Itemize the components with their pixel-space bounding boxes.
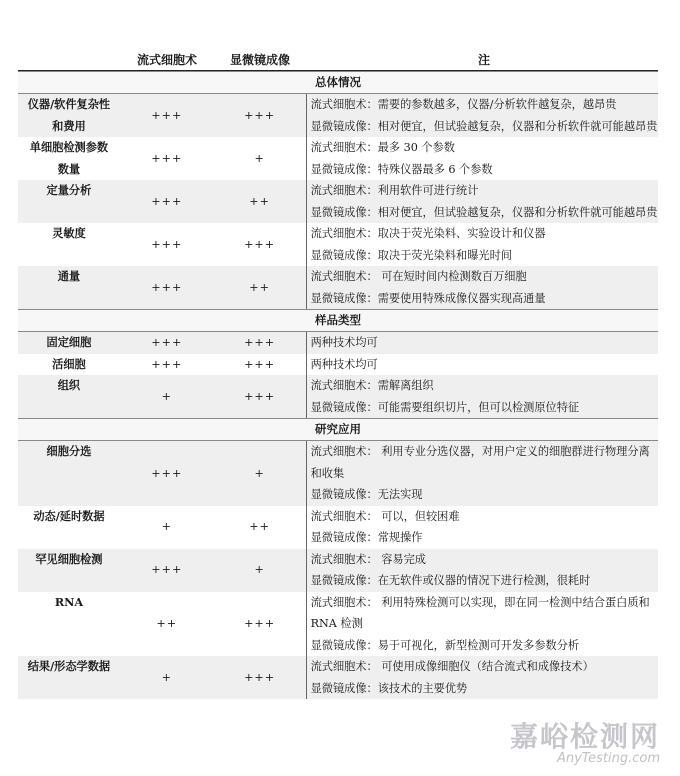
flow-rating: +++ xyxy=(151,466,183,480)
table-row xyxy=(18,506,658,549)
notes-cell xyxy=(307,506,658,549)
row-label: 活细胞 xyxy=(52,356,86,371)
row-label-cell xyxy=(18,332,120,354)
table-row xyxy=(18,441,658,506)
note-line: 两种技术均可 xyxy=(310,357,378,371)
row-label-cell xyxy=(18,506,120,549)
microscopy-rating: ++ xyxy=(214,506,307,549)
microscopy-rating: + xyxy=(214,441,307,506)
table-row xyxy=(18,375,658,418)
note-line: 显微镜成像：需要使用特殊成像仪器实现高通量 xyxy=(310,291,546,305)
row-label: 仪器/软件复杂性和费用 xyxy=(27,97,111,133)
row-label-cell xyxy=(18,94,120,137)
row-label: 灵敏度 xyxy=(52,226,86,240)
microscopy-rating: ++ xyxy=(214,180,307,223)
table-row xyxy=(18,354,658,376)
table-row xyxy=(18,592,658,657)
microscopy-rating: + xyxy=(214,137,307,180)
flow-rating: +++ xyxy=(151,194,183,208)
note-line: 显微镜成像：相对便宜，但试验越复杂，仪器和分析软件就可能越昂贵 xyxy=(310,119,658,133)
table-row xyxy=(18,137,658,180)
note-line: 流式细胞术： 利用特殊检测可以实现，即在同一检测中结合蛋白质和 RNA 检测 xyxy=(310,595,650,630)
row-label: 单细胞检测参数数量 xyxy=(29,140,109,176)
note-line: 流式细胞术：需要的参数越多，仪器/分析软件越复杂，越昂贵 xyxy=(310,98,617,111)
notes-cell xyxy=(307,332,658,354)
notes-cell xyxy=(307,592,658,657)
note-line: 显微镜成像：该技术的主要优势 xyxy=(310,681,468,695)
flow-rating: ++ xyxy=(156,617,178,630)
flow-rating: +++ xyxy=(151,563,183,577)
note-line: 流式细胞术： 可以，但较困难 xyxy=(310,509,460,523)
note-line: 显微镜成像：易于可视化，新型检测可开发多参数分析 xyxy=(310,638,580,652)
flow-rating: +++ xyxy=(151,151,183,165)
microscopy-rating: ++ xyxy=(214,266,307,309)
watermark-en: AnyTesting.com xyxy=(556,751,660,766)
microscopy-rating: +++ xyxy=(214,592,307,657)
table-row xyxy=(18,549,658,592)
table-row xyxy=(18,656,658,699)
note-line: 流式细胞术： 可在短时间内检测数百万细胞 xyxy=(310,270,527,283)
row-label: 固定细胞 xyxy=(46,335,92,349)
note-line: 流式细胞术： 容易完成 xyxy=(310,552,426,566)
note-line: 两种技术均可 xyxy=(310,336,378,349)
section-header: 样品类型 xyxy=(18,309,658,332)
notes-cell xyxy=(307,549,658,592)
microscopy-rating: +++ xyxy=(214,656,307,699)
table-header xyxy=(18,48,658,70)
header-notes: 注 xyxy=(477,52,490,67)
microscopy-rating: +++ xyxy=(214,94,307,137)
note-line: 流式细胞术：需解离组织 xyxy=(310,379,434,392)
row-label-cell xyxy=(18,354,120,376)
row-label: 罕见细胞检测 xyxy=(35,551,103,566)
notes-cell xyxy=(307,266,658,309)
flow-rating: +++ xyxy=(151,357,183,371)
notes-cell xyxy=(307,223,658,266)
row-label-cell xyxy=(18,549,120,592)
table-row xyxy=(18,180,658,223)
watermark xyxy=(510,715,660,766)
row-label: 细胞分选 xyxy=(46,444,92,458)
row-label: 组织 xyxy=(57,378,81,392)
comparison-table xyxy=(18,48,658,699)
table-row xyxy=(18,332,658,354)
notes-cell xyxy=(307,354,658,376)
note-line: 流式细胞术： 可使用成像细胞仪（结合流式和成像技术） xyxy=(310,660,594,673)
notes-cell xyxy=(307,180,658,223)
row-label-cell xyxy=(18,223,120,266)
note-line: 显微镜成像：取决于荧光染料和曝光时间 xyxy=(310,248,512,262)
row-label: 定量分析 xyxy=(46,183,92,197)
row-label-cell xyxy=(18,441,120,506)
note-line: 流式细胞术：取决于荧光染料、实验设计和仪器 xyxy=(310,227,546,240)
section-header: 研究应用 xyxy=(18,418,658,441)
header-flow-cytometry: 流式细胞术 xyxy=(136,52,197,67)
note-line: 显微镜成像：可能需要组织切片，但可以检测原位特征 xyxy=(310,400,580,414)
notes-cell xyxy=(307,656,658,699)
row-label-cell xyxy=(18,266,120,309)
row-label: RNA xyxy=(54,594,84,609)
table-row xyxy=(18,94,658,137)
flow-rating: +++ xyxy=(151,336,183,349)
row-label-cell xyxy=(18,656,120,699)
note-line: 显微镜成像：特殊仪器最多 6 个参数 xyxy=(310,162,493,176)
table-row xyxy=(18,266,658,309)
note-line: 流式细胞术： 利用专业分选仪器，对用户定义的细胞群进行物理分离和收集 xyxy=(310,445,650,480)
microscopy-rating: +++ xyxy=(214,375,307,418)
row-label: 通量 xyxy=(57,269,81,283)
note-line: 显微镜成像：无法实现 xyxy=(310,488,423,501)
section-header: 总体情况 xyxy=(18,71,658,94)
notes-cell xyxy=(307,94,658,137)
flow-rating: +++ xyxy=(151,237,183,251)
flow-rating: + xyxy=(161,389,172,403)
header-microscopy: 显微镜成像 xyxy=(229,52,290,67)
row-label-cell xyxy=(18,375,120,418)
notes-cell xyxy=(307,375,658,418)
microscopy-rating: + xyxy=(214,549,307,592)
flow-rating: +++ xyxy=(151,280,183,294)
row-label-cell xyxy=(18,137,120,180)
note-line: 流式细胞术：利用软件可进行统计 xyxy=(310,184,479,197)
table-body xyxy=(18,71,658,699)
table-row xyxy=(18,223,658,266)
microscopy-rating: +++ xyxy=(214,223,307,266)
row-label: 动态/延时数据 xyxy=(33,508,105,523)
row-label-cell xyxy=(18,180,120,223)
note-line: 显微镜成像：常规操作 xyxy=(310,531,423,544)
note-line: 流式细胞术：最多 30 个参数 xyxy=(310,141,455,154)
watermark-cn: 嘉峪检测网 xyxy=(509,720,660,753)
flow-rating: + xyxy=(161,670,172,684)
notes-cell xyxy=(307,137,658,180)
flow-rating: +++ xyxy=(151,108,183,122)
notes-cell xyxy=(307,441,658,506)
row-label: 结果/形态学数据 xyxy=(27,659,111,673)
microscopy-rating: +++ xyxy=(214,332,307,354)
flow-rating: + xyxy=(161,520,172,534)
microscopy-rating: +++ xyxy=(214,354,307,376)
row-label-cell xyxy=(18,592,120,657)
note-line: 显微镜成像：在无软件或仪器的情况下进行检测，很耗时 xyxy=(310,574,591,587)
note-line: 显微镜成像：相对便宜，但试验越复杂，仪器和分析软件就可能越昂贵 xyxy=(310,205,658,219)
